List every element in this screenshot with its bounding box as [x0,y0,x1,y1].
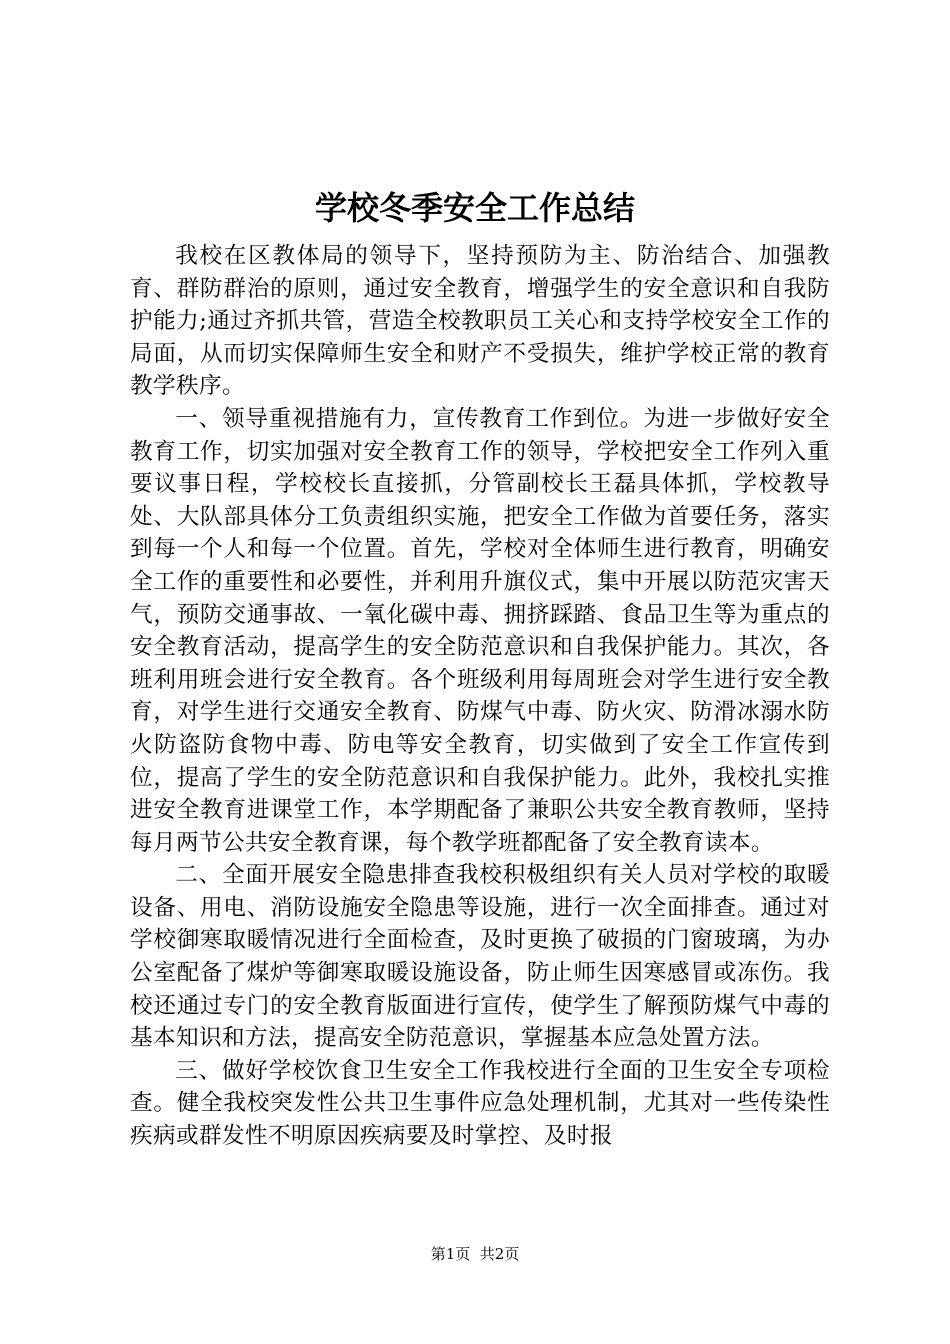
document-title: 学校冬季安全工作总结 [314,189,635,227]
document-body [130,240,830,1153]
paragraph-intro: 我校在区教体局的领导下，坚持预防为主、防治结合、加强教育、群防群治的原则，通过安全教育，增强学生的安全意识和自我防护能力;通过齐抓共管，营造全校教职员工关心和支持学校安全工作的局面，从而切实保障师生安全和财产不受损失，维护学校正常的教育教学秩序。 [130,243,830,400]
paragraph-section-3: 三、做好学校饮食卫生安全工作我校进行全面的卫生安全专项检查。健全我校突发性公共卫生事件应急处理机制，尤其对一些传染性疾病或群发性不明原因疾病要及时掌控、及时报 [130,1057,830,1150]
paragraph-section-1: 一、领导重视措施有力，宣传教育工作到位。为进一步做好安全教育工作，切实加强对安全教育工作的领导，学校把安全工作列入重要议事日程，学校校长直接抓，分管副校长王磊具体抓，学校教导处、大队部具体分工负责组织实施，把安全工作做为首要任务，落实到每一个人和每一个位置。首先，学校对全体师生进行教育，明确安全工作的重要性和必要性，并利用升旗仪式，集中开展以防范灾害天气，预防交通事故、一氧化碳中毒、拥挤踩踏、食品卫生等为重点的安全教育活动，提高学生的安全防范意识和自我保护能力。其次，各班利用班会进行安全教育。各个班级利用每周班会对学生进行安全教育，对学生进行交通安全教育、防煤气中毒、防火灾、防滑冰溺水防火防盗防食物中毒、防电等安全教育，切实做到了安全工作宣传到位，提高了学生的安全防范意识和自我保护能力。此外，我校扎实推进安全教育进课堂工作，本学期配备了兼职公共安全教育教师，坚持每月两节公共安全教育课，每个教学班都配备了安全教育读本。 [130,405,830,856]
page-number-footer: 第1页 共2页 [430,1245,520,1263]
paragraph-section-2: 二、全面开展安全隐患排查我校积极组织有关人员对学校的取暖设备、用电、消防设施安全隐患等设施，进行一次全面排查。通过对学校御寒取暖情况进行全面检查，及时更换了破损的门窗玻璃，为办公室配备了煤炉等御寒取暖设施设备，防止师生因寒感冒或冻伤。我校还通过专门的安全教育版面进行宣传，使学生了解预防煤气中毒的基本知识和方法，提高安全防范意识，掌握基本应急处置方法。 [130,862,830,1052]
